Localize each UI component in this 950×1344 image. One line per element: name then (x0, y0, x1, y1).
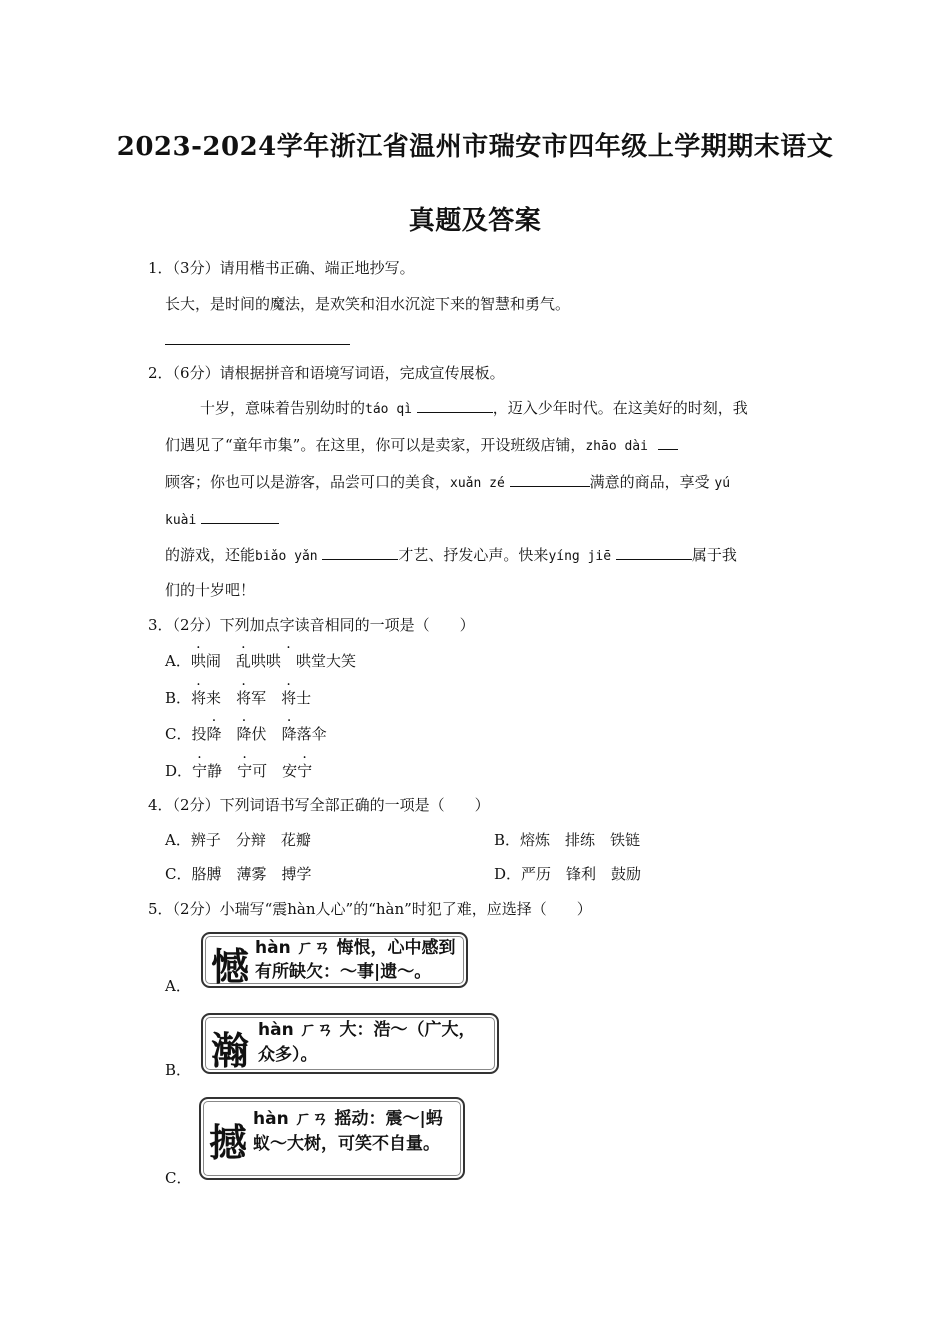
q5-option-a-label[interactable]: A． (165, 977, 191, 995)
q5-option-b-label[interactable]: B． (165, 1061, 192, 1079)
q5-option-a-def-line2: 有所缺欠：～事|遗～。 (255, 962, 432, 982)
emphasis-dot-char: 哄 (190, 652, 206, 670)
q5-option-c-def-line2: 蚁～大树，可笑不自量。 (253, 1134, 440, 1154)
q5-option-c-def-line1: hàn ㄏㄢ 摇动：震～|蚂 (253, 1109, 443, 1129)
q2-text-3b: 满意的商品，享受 (589, 473, 710, 491)
q2-line4 (165, 509, 279, 531)
emphasis-dot-char: 宁 (192, 762, 208, 780)
q2-text-1a: 十岁，意味着告别幼时的 (200, 399, 366, 417)
q3-option-d-label: D． (165, 762, 193, 780)
q2-text-5b: 才艺、抒发心声。快来 (398, 546, 549, 564)
q1-stem: 1．（3分）请用楷书正确、端正地抄写。 (148, 259, 415, 277)
q5-option-b-def-line1: hàn ㄏㄢ 大：浩～（广大， (258, 1020, 476, 1040)
q5-option-b-char: 瀚 (211, 1028, 250, 1073)
emphasis-dot-char: 宁 (297, 762, 313, 780)
emphasis-dot-char: 乱 (235, 652, 251, 670)
q2-pinyin-3: xuǎn zé (450, 476, 505, 491)
q2-blank-2[interactable] (658, 435, 678, 450)
q3-option-b-label: B． (165, 689, 192, 707)
q2-text-2a: 们遇见了“童年市集”。在这里，你可以是卖家，开设班级店铺， (165, 436, 586, 454)
q2-text-5a: 的游戏，还能 (165, 546, 256, 564)
q1-text: 长大，是时间的魔法，是欢笑和泪水沉淀下来的智慧和勇气。 (165, 295, 571, 313)
emphasis-dot-char: 宁 (237, 762, 253, 780)
q3-option-a-words: 哄闹 乱哄哄· 哄堂大笑 (191, 652, 356, 670)
document-title: 2023-2024学年浙江省温州市瑞安市四年级上学期期末语文 (116, 132, 834, 162)
q2-pinyin-6: yíng jiē (548, 549, 612, 564)
q2-blank-1[interactable] (417, 398, 493, 413)
emphasis-dot-char: 将 (236, 689, 252, 707)
q5-option-c-label[interactable]: C． (165, 1169, 192, 1187)
q3-option-a-label: A． (165, 652, 191, 670)
q5-option-a-char: 憾 (211, 944, 250, 989)
q4-option-b[interactable]: B．熔炼 排练 铁链 (494, 831, 641, 849)
q3-option-a[interactable] (165, 651, 356, 671)
q2-line6: 们的十岁吧！ (165, 581, 256, 599)
q3-stem: 3．（2分）下列加点字读音相同的一项是（ ） (148, 616, 475, 634)
q3-option-c-label: C． (165, 725, 192, 743)
q2-line2 (165, 435, 678, 457)
q2-stem: 2．（6分）请根据拼音和语境写词语，完成宣传展板。 (148, 364, 505, 382)
q3-option-b[interactable] (165, 688, 311, 708)
q2-line1 (200, 398, 748, 420)
q5-option-b-def-line2: 众多）。 (258, 1045, 318, 1065)
q5-option-c-char: 撼 (209, 1120, 248, 1165)
q2-pinyin-1: táo qì (365, 402, 412, 417)
emphasis-dot-char (281, 651, 296, 671)
emphasis-dot-char: 降 (206, 725, 222, 743)
q2-pinyin-2: zhāo dài (585, 439, 648, 454)
q1-answer-line[interactable] (165, 330, 350, 345)
q2-blank-3[interactable] (510, 472, 590, 487)
q2-pinyin-4a: yú (714, 476, 731, 491)
q5-option-a-def-line1: hàn ㄏㄢ 悔恨，心中感到 (255, 938, 456, 958)
q3-option-b-words: 将来 将军 将士 (191, 689, 312, 707)
q2-blank-6[interactable] (616, 545, 692, 560)
q4-option-c[interactable]: C．胳膊 薄雾 搏学 (165, 865, 312, 883)
emphasis-dot-char: 将 (191, 689, 207, 707)
q2-pinyin-4b: kuài (165, 513, 197, 528)
document-subtitle: 真题及答案 (408, 206, 542, 236)
q2-blank-5[interactable] (322, 545, 398, 560)
q2-text-3a: 顾客；你也可以是游客，品尝可口的美食， (165, 473, 451, 491)
q4-stem: 4．（2分）下列词语书写全部正确的一项是（ ） (148, 796, 490, 814)
q4-option-d[interactable]: D．严历 锋利 鼓励 (494, 865, 642, 883)
q5-option-b-dictionary-entry[interactable] (201, 1013, 499, 1074)
q3-option-d[interactable] (165, 761, 312, 781)
emphasis-dot-char: 将 (281, 689, 297, 707)
q2-pinyin-5: biǎo yǎn (255, 549, 318, 564)
q2-blank-4[interactable] (201, 509, 279, 524)
q2-line5 (165, 545, 737, 567)
q2-line3 (165, 472, 730, 494)
q2-text-5c: 属于我 (691, 546, 737, 564)
q5-stem: 5．（2分）小瑞写“震hàn人心”的“hàn”时犯了难，应选择（ ） (148, 900, 592, 918)
q3-option-c[interactable] (165, 724, 327, 744)
q5-option-a-dictionary-entry[interactable] (201, 932, 468, 988)
emphasis-dot-char: 降 (236, 725, 252, 743)
q3-option-d-words: 宁静 宁可 安宁 (192, 762, 313, 780)
q2-text-1b: ，迈入少年时代。在这美好的时刻，我 (492, 399, 748, 417)
q4-option-a[interactable]: A．辨子 分辩 花瓣 (165, 831, 311, 849)
q5-option-c-dictionary-entry[interactable] (199, 1097, 465, 1180)
emphasis-dot-char: 降 (281, 725, 297, 743)
q3-option-c-words: 投降 降伏 降落伞 (191, 725, 327, 743)
